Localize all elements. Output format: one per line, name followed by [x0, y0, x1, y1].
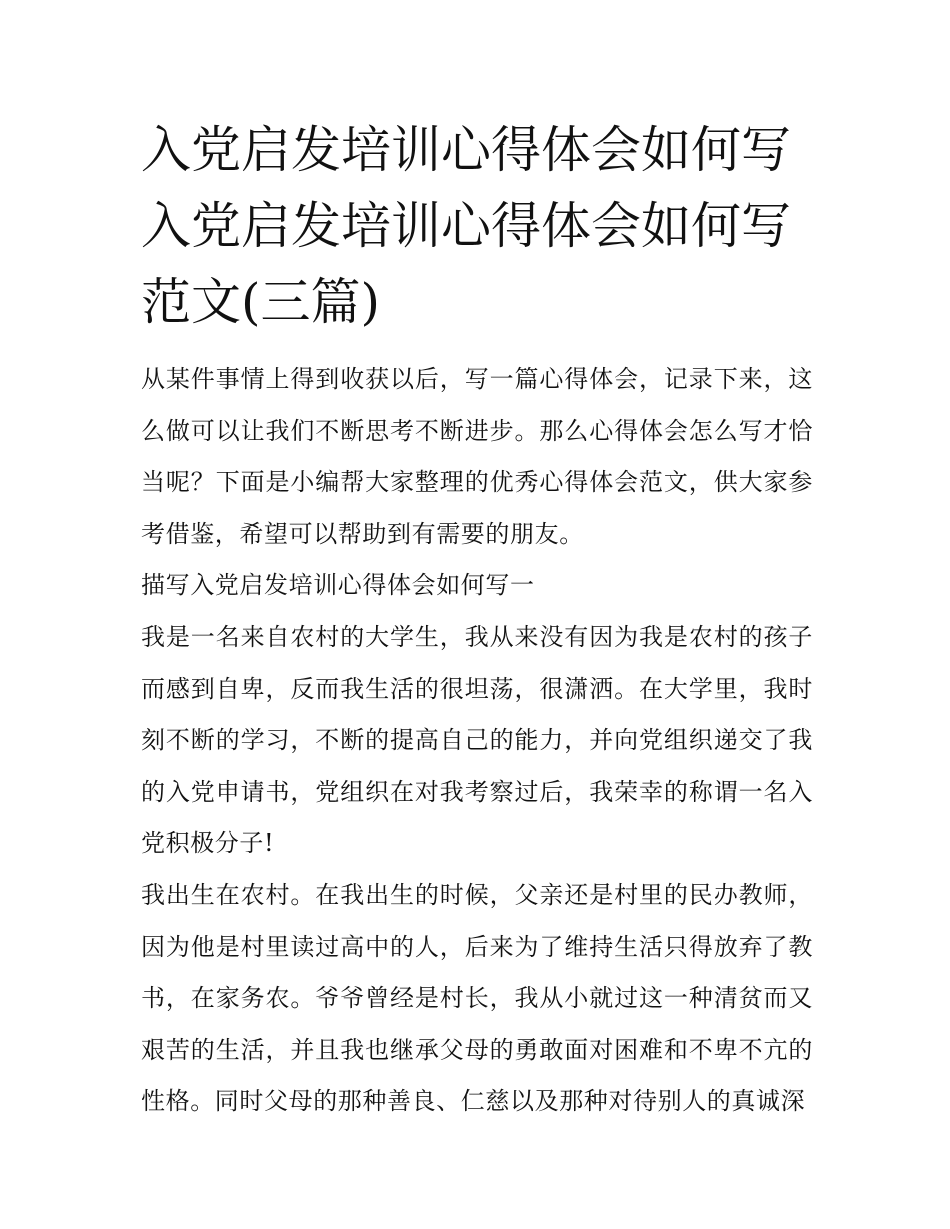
document-page: [141, 112, 813, 1128]
title-line: 入党启发培训心得体会如何写: [141, 121, 791, 179]
body-paragraph: 我是一名来自农村的大学生，我从来没有因为我是农村的孩子而感到自卑，反而我生活的很坦荡，很潇洒。在大学里，我时刻不断的学习，不断的提高自己的能力，并向党组织递交了我的入党申请书，党组织在对我考察过后，我荣幸的称谓一名入党积极分子!: [141, 622, 813, 858]
document-title: [141, 112, 813, 340]
title-line: 范文(三篇): [141, 273, 381, 331]
section-heading: 描写入党启发培训心得体会如何写一: [141, 571, 535, 600]
title-line: 入党启发培训心得体会如何写: [141, 197, 791, 255]
intro-paragraph: 从某件事情上得到收获以后，写一篇心得体会，记录下来，这么做可以让我们不断思考不断进步。那么心得体会怎么写才恰当呢？下面是小编帮大家整理的优秀心得体会范文，供大家参考借鉴，希望可以帮助到有需要的朋友。: [141, 365, 813, 548]
document-body: [141, 354, 813, 1128]
body-paragraph: 我出生在农村。在我出生的时候，父亲还是村里的民办教师，因为他是村里读过高中的人，后来为了维持生活只得放弃了教书，在家务农。爷爷曾经是村长，我从小就过这一种清贫而又艰苦的生活，并且我也继承父母的勇敢面对困难和不卑不亢的性格。同时父母的那种善良、仁慈以及那种对待别人的真诚深: [141, 880, 813, 1116]
